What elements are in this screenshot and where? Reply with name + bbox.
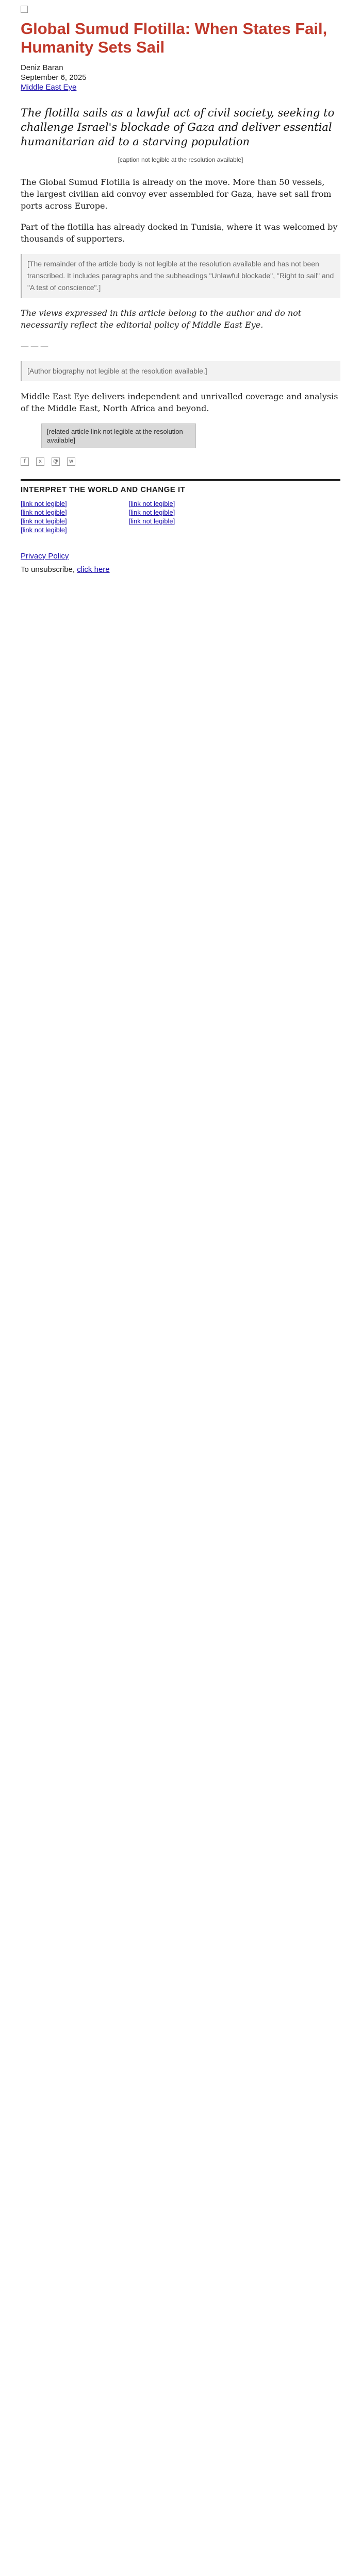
- bottom-links: [21, 550, 340, 577]
- facebook-icon[interactable]: f: [21, 457, 29, 466]
- email-icon[interactable]: @: [52, 457, 60, 466]
- footer-links-left: [21, 499, 67, 534]
- article-headline[interactable]: Global Sumud Flotilla: When States Fail, Humanity Sets Sail: [21, 20, 327, 56]
- untranscribed-body-placeholder: [The remainder of the article body is not legible at the resolution available and has not been transcribed. It includes paragraphs and the subheadings "Unlawful blockade", "Right to sail" and "A test of conscience".]: [21, 254, 340, 298]
- related-article-link[interactable]: [related article link not legible at the resolution available]: [41, 423, 196, 448]
- section-link[interactable]: Middle East Eye: [21, 83, 77, 92]
- header-bar: [21, 4, 340, 14]
- paragraph: The Global Sumud Flotilla is already on the move. More than 50 vessels, the largest civilian aid convoy ever assembled for Gaza, have set sail from ports across Europe.: [21, 177, 332, 211]
- paragraph: Middle East Eye delivers independent and unrivalled coverage and analysis of the Middle East, North Africa and beyond.: [21, 392, 338, 413]
- publish-date: September 6, 2025: [21, 73, 87, 82]
- footer-link[interactable]: [link not legible]: [21, 526, 67, 534]
- privacy-policy-link[interactable]: Privacy Policy: [21, 552, 69, 561]
- whatsapp-icon[interactable]: w: [67, 457, 75, 466]
- separator: ———: [21, 341, 50, 351]
- article-body: [21, 176, 340, 414]
- paragraph: Part of the flotilla has already docked in Tunisia, where it was welcomed by thousands of supporters.: [21, 222, 338, 244]
- byline: [21, 63, 340, 92]
- unsubscribe-line: [21, 563, 340, 577]
- footer-link[interactable]: [link not legible]: [128, 509, 175, 516]
- share-row: [21, 457, 340, 466]
- footer-link[interactable]: [link not legible]: [128, 517, 175, 525]
- footer-links: [21, 499, 340, 534]
- author-bio-placeholder: [Author biography not legible at the resolution available.]: [21, 361, 340, 381]
- footer-link[interactable]: [link not legible]: [21, 500, 67, 507]
- footer-link[interactable]: [link not legible]: [21, 517, 67, 525]
- disclaimer-note: The views expressed in this article belong to the author and do not necessarily reflect the editorial policy of Middle East Eye.: [21, 308, 302, 330]
- footer-links-right: [129, 499, 175, 534]
- related-article: [21, 423, 340, 448]
- newsletter-page: [21, 0, 340, 587]
- footer-link[interactable]: [link not legible]: [21, 509, 67, 516]
- footer-title: INTERPRET THE WORLD AND CHANGE IT: [21, 485, 186, 494]
- hero-figure: [116, 156, 245, 164]
- author-name: Deniz Baran: [21, 63, 63, 72]
- hero-caption: [caption not legible at the resolution available]: [118, 156, 243, 163]
- site-logo-icon[interactable]: [21, 6, 28, 13]
- footer-link[interactable]: [link not legible]: [128, 500, 175, 507]
- standfirst: The flotilla sails as a lawful act of civil society, seeking to challenge Israel's blockade of Gaza and deliver essential humanitarian aid to a starving population: [21, 107, 335, 148]
- unsubscribe-link[interactable]: click here: [77, 565, 110, 574]
- newsletter-footer: [21, 479, 340, 534]
- x-icon[interactable]: x: [36, 457, 44, 466]
- unsubscribe-prefix: To unsubscribe,: [21, 565, 75, 574]
